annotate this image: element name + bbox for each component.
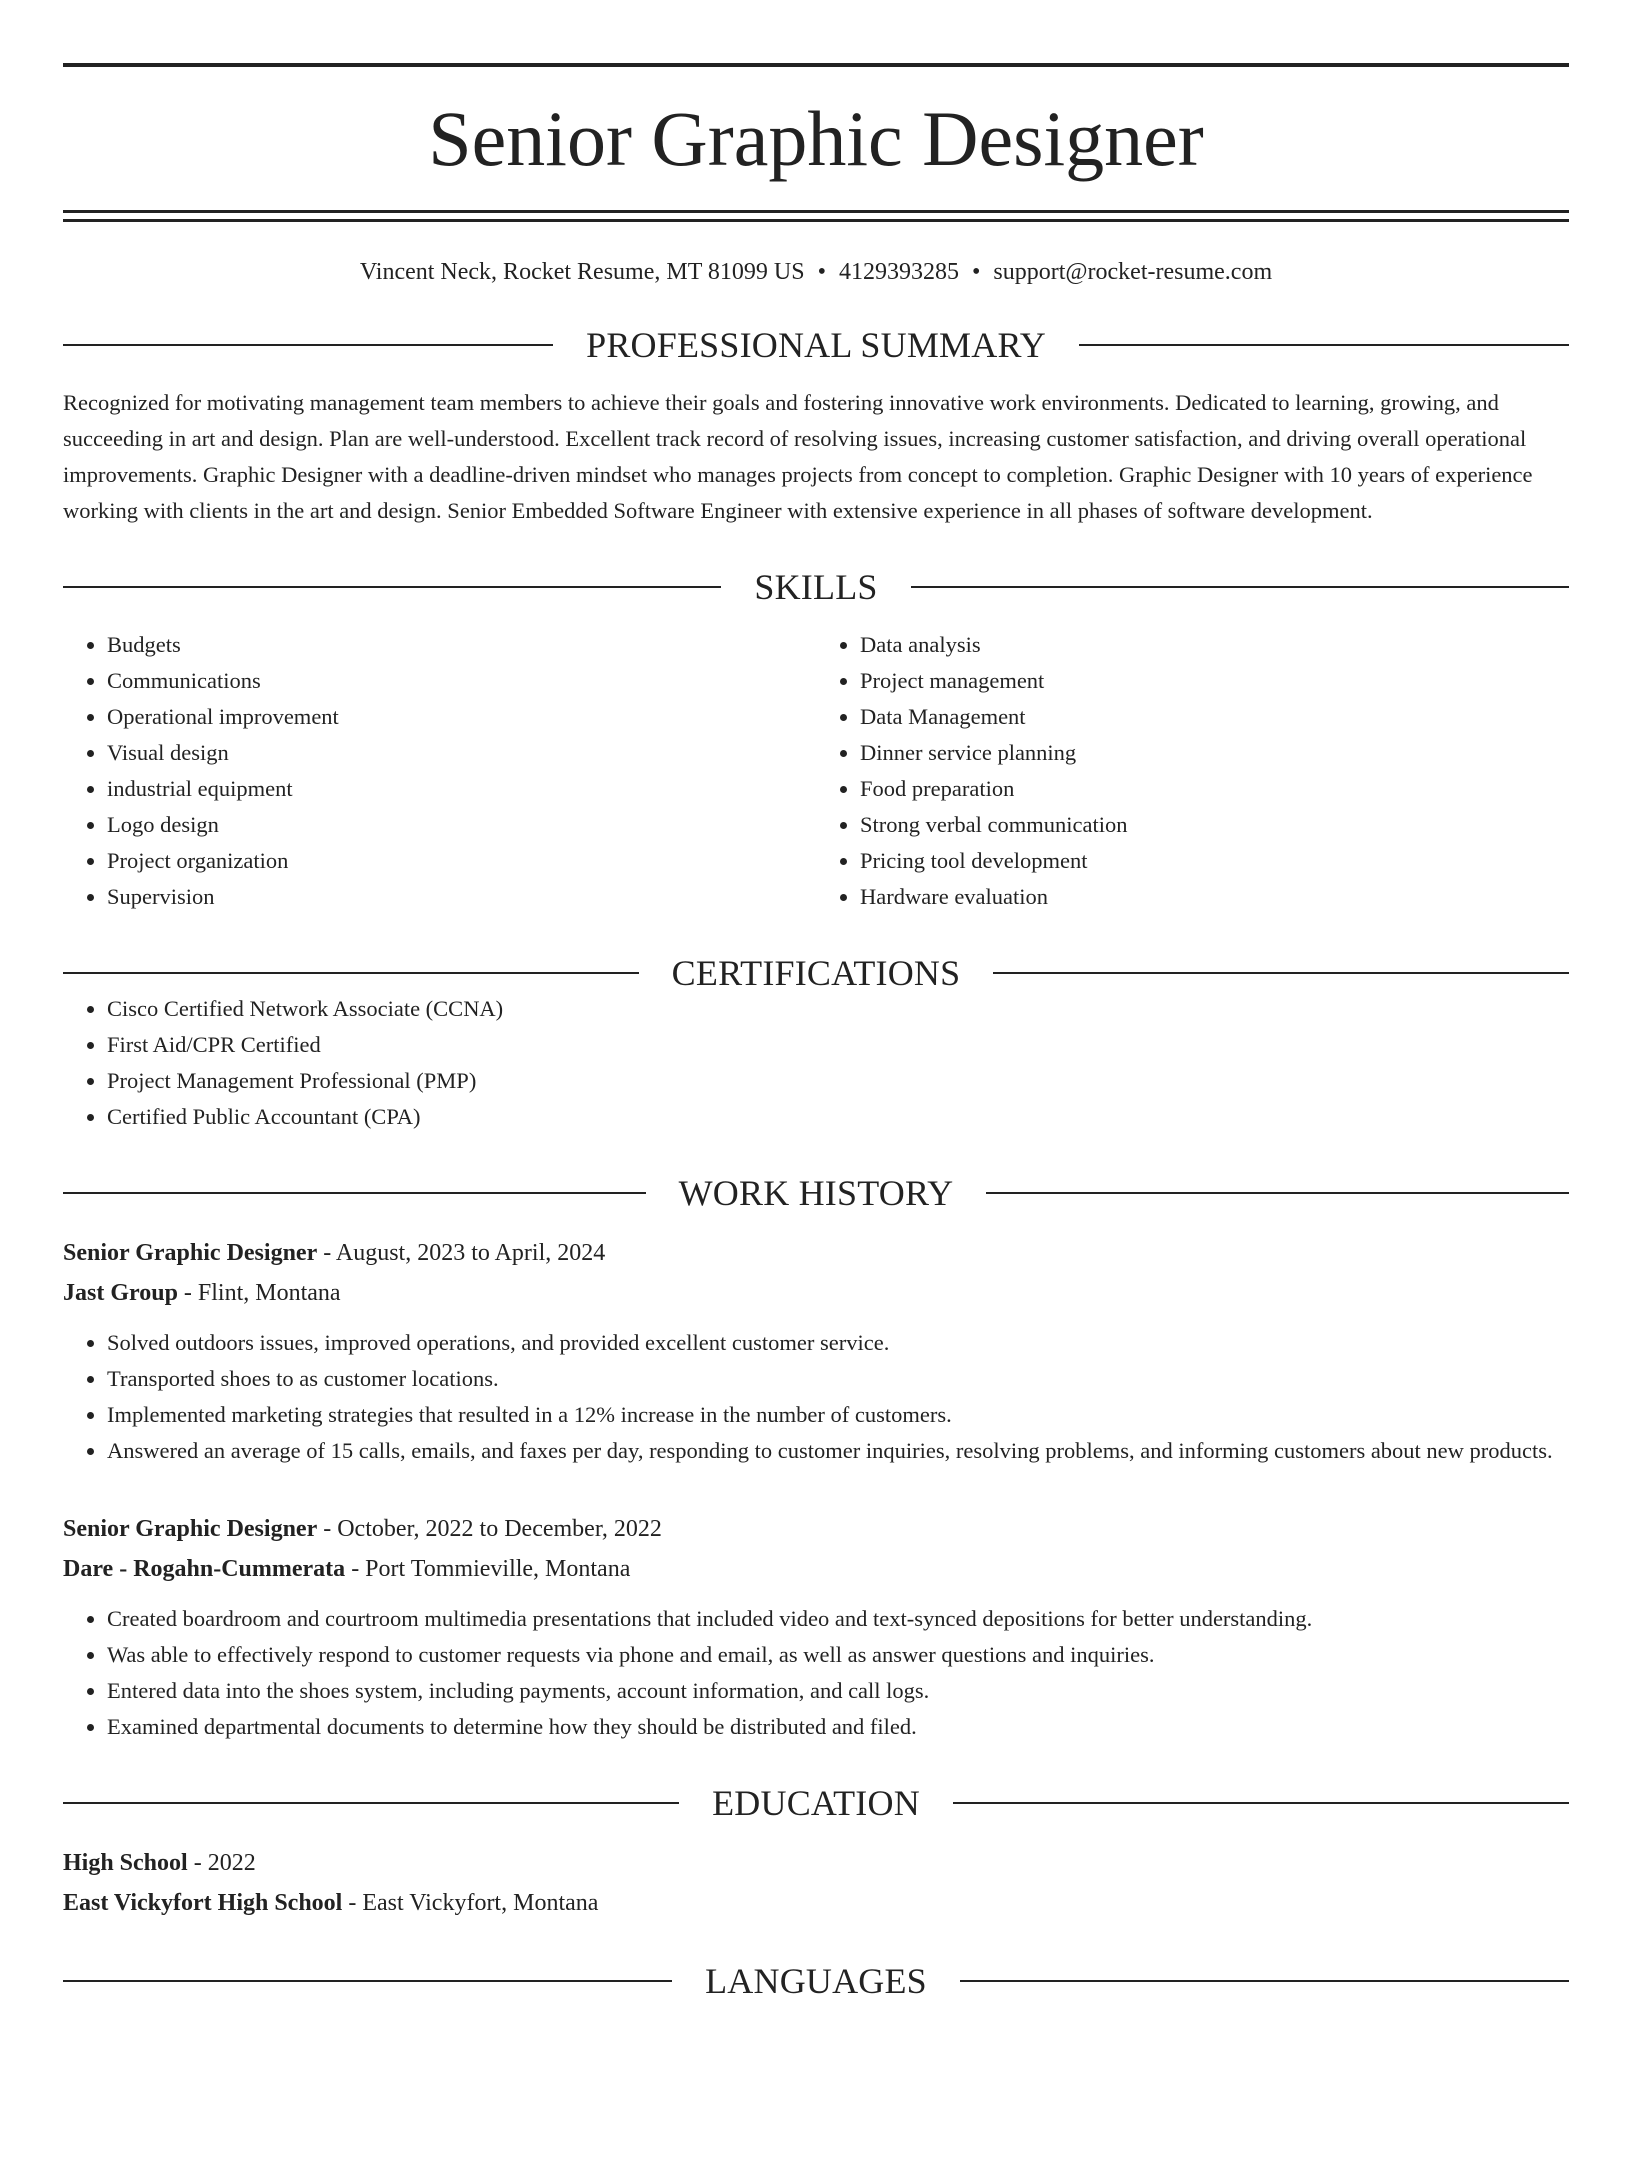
education-location: - East Vickyfort, Montana [342, 1889, 599, 1916]
job-dates: - October, 2022 to December, 2022 [317, 1515, 662, 1542]
job-duty-item: • Entered data into the shoes system, including payments, account information, and call logs. [107, 1673, 1569, 1709]
skill-item: • Logo design [107, 807, 816, 843]
resume-page [0, 63, 1632, 2175]
divider-line [960, 1980, 1569, 1982]
divider-line [63, 972, 639, 974]
skill-item: • Project management [860, 663, 1569, 699]
title-double-rule [63, 210, 1569, 222]
job-entry [63, 1233, 1569, 1469]
skill-item: • Project organization [107, 843, 816, 879]
certifications-section-header [63, 952, 1569, 993]
skill-item: • industrial equipment [107, 771, 816, 807]
contact-separator: • [972, 259, 981, 285]
skills-columns [63, 627, 1569, 915]
contact-separator: • [817, 259, 827, 285]
job-duty-item: • Solved outdoors issues, improved operations, and provided excellent customer service. [107, 1325, 1569, 1361]
certification-item: • Project Management Professional (PMP) [107, 1063, 1569, 1099]
divider-line [63, 586, 721, 588]
certification-item: • Certified Public Accountant (CPA) [107, 1099, 1569, 1135]
skills-list-right [816, 627, 1569, 915]
job-company: Dare - Rogahn-Cummerata [63, 1555, 346, 1582]
education-section-header [63, 1782, 1569, 1823]
job-duty-item: • Implemented marketing strategies that resulted in a 12% increase in the number of customers. [107, 1397, 1569, 1433]
education-entry [63, 1843, 1569, 1923]
contact-address: Vincent Neck, Rocket Resume, MT 81099 US [359, 259, 805, 285]
certification-item: • First Aid/CPR Certified [107, 1027, 1569, 1063]
job-location: - Flint, Montana [177, 1279, 341, 1306]
divider-line [63, 344, 553, 346]
skill-item: • Budgets [107, 627, 816, 663]
education-heading: EDUCATION [712, 1782, 920, 1823]
job-title: Senior Graphic Designer [63, 1239, 318, 1266]
education-school: East Vickyfort High School [63, 1889, 343, 1916]
job-duties-list [63, 1601, 1569, 1745]
divider-line [993, 972, 1569, 974]
job-title-line [63, 1509, 1569, 1549]
languages-heading: LANGUAGES [705, 1960, 927, 2001]
certification-item: • Cisco Certified Network Associate (CCNA) [107, 991, 1569, 1027]
work-heading: WORK HISTORY [678, 1172, 954, 1213]
job-duty-item: • Transported shoes to as customer locations. [107, 1361, 1569, 1397]
job-title-line [63, 1233, 1569, 1273]
job-location: - Port Tommieville, Montana [345, 1555, 631, 1582]
work-section-header [63, 1172, 1569, 1213]
contact-email: support@rocket-resume.com [993, 259, 1273, 285]
top-rule [63, 63, 1569, 67]
languages-section-header [63, 1960, 1569, 2001]
education-school-line [63, 1883, 1569, 1923]
divider-line [1079, 344, 1569, 346]
job-company-line [63, 1273, 1569, 1313]
job-dates: - August, 2023 to April, 2024 [317, 1239, 606, 1266]
skills-list-left [63, 627, 816, 915]
skill-item: • Communications [107, 663, 816, 699]
skill-item: • Data analysis [860, 627, 1569, 663]
education-degree-line [63, 1843, 1569, 1883]
skill-item: • Supervision [107, 879, 816, 915]
skill-item: • Operational improvement [107, 699, 816, 735]
summary-section-header [63, 324, 1569, 365]
skill-item: • Visual design [107, 735, 816, 771]
certifications-list [63, 991, 1569, 1135]
summary-heading: PROFESSIONAL SUMMARY [586, 324, 1046, 365]
skill-item: • Data Management [860, 699, 1569, 735]
divider-line [63, 1192, 646, 1194]
divider-line [911, 586, 1569, 588]
certifications-heading: CERTIFICATIONS [671, 952, 961, 993]
education-degree: High School [63, 1849, 188, 1876]
skills-section-header [63, 566, 1569, 607]
job-company-line [63, 1549, 1569, 1589]
divider-line [986, 1192, 1569, 1194]
divider-line [63, 1802, 679, 1804]
skills-heading: SKILLS [754, 566, 878, 607]
job-duties-list [63, 1325, 1569, 1469]
skill-item: • Pricing tool development [860, 843, 1569, 879]
contact-phone: 4129393285 [839, 259, 960, 285]
skill-item: • Food preparation [860, 771, 1569, 807]
job-title: Senior Graphic Designer [63, 1515, 318, 1542]
skill-item: • Strong verbal communication [860, 807, 1569, 843]
summary-text: Recognized for motivating management team members to achieve their goals and fostering innovative work environments. Dedicated to learning, growing, and succeeding in art and design. Plan are well-understood. Excellent track record of resolving issues, increasing customer satisfaction, and driving overall operational improvements. Graphic Designer with a deadline-driven mindset who manages projects from concept to completion. Graphic Designer with 10 years of experience working with clients in the art and design. Senior Embedded Software Engineer with extensive experience in all phases of software development. [63, 389, 1533, 523]
job-duty-item: • Answered an average of 15 calls, emails, and faxes per day, responding to customer inquiries, resolving problems, and informing customers about new products. [107, 1433, 1569, 1469]
divider-line [953, 1802, 1569, 1804]
job-company: Jast Group [63, 1279, 178, 1306]
contact-line [63, 258, 1569, 287]
job-duty-item: • Was able to effectively respond to customer requests via phone and email, as well as answer questions and inquiries. [107, 1637, 1569, 1673]
skill-item: • Dinner service planning [860, 735, 1569, 771]
resume-title: Senior Graphic Designer [428, 95, 1204, 182]
job-entry [63, 1509, 1569, 1745]
job-duty-item: • Examined departmental documents to determine how they should be distributed and filed. [107, 1709, 1569, 1745]
skill-item: • Hardware evaluation [860, 879, 1569, 915]
job-duty-item: • Created boardroom and courtroom multimedia presentations that included video and text-synced depositions for better understanding. [107, 1601, 1569, 1637]
divider-line [63, 1980, 672, 1982]
education-year: - 2022 [187, 1849, 256, 1876]
